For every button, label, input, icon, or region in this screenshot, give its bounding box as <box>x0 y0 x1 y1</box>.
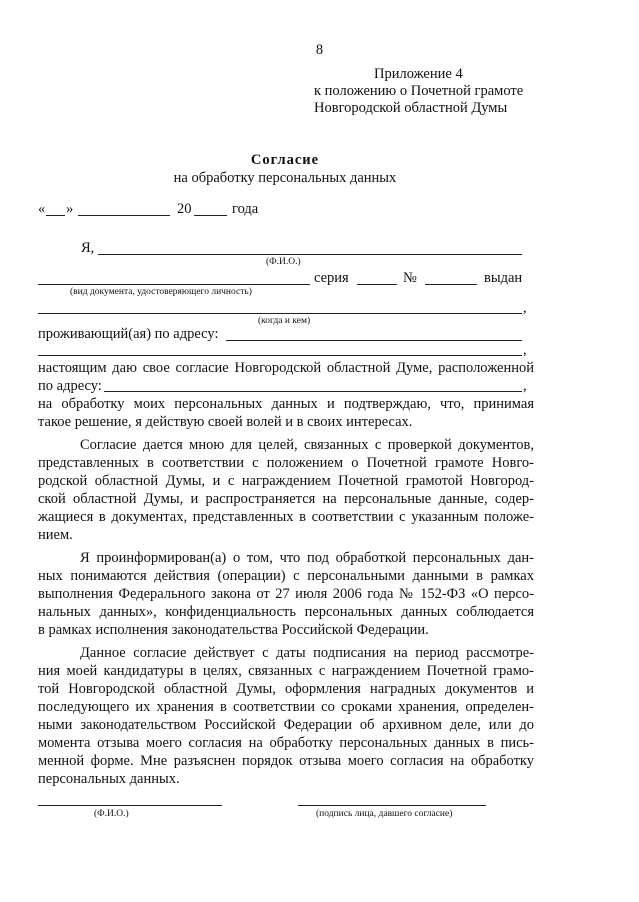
year-suffix: года <box>232 201 259 217</box>
signature-sign-blank[interactable] <box>298 805 486 806</box>
signature-sign-caption: (подпись лица, давшего согласие) <box>316 809 453 819</box>
para3-line-2: ния моей кандидатуры в целях, связанных с награждением Почетной грамо- <box>38 663 534 679</box>
fio-blank[interactable] <box>98 254 522 255</box>
para3-line-8: персональных данных. <box>38 771 180 787</box>
month-blank[interactable] <box>78 215 170 216</box>
para3-line-6: момента отзыва моего согласия на обработку персональных данных в пись- <box>38 735 534 751</box>
duma-address-label: по адресу: <box>38 378 102 394</box>
para2-line-2: ных понимаются действия (операции) с персональными данными в рамках <box>38 568 534 584</box>
consent-line-2: на обработку моих персональных данных и подтверждаю, что, принимая <box>38 396 534 412</box>
number-blank[interactable] <box>425 284 477 285</box>
signature-fio-caption: (Ф.И.О.) <box>94 809 129 819</box>
signature-fio-blank[interactable] <box>38 805 222 806</box>
para2-line-3: выполнения Федерального закона от 27 июля 2006 года № 152-ФЗ «О персо- <box>38 586 534 602</box>
document-title: Согласие <box>250 152 320 168</box>
consent-line-3: такое решение, я действую своей волей и в своих интересах. <box>38 414 413 430</box>
appendix-line-3: Новгородской областной Думы <box>314 100 508 116</box>
para1-line-1: Согласие дается мною для целей, связанных с проверкой документов, <box>80 437 534 453</box>
issued-by-caption: (когда и кем) <box>258 316 311 326</box>
para3-line-4: последующего их хранения в соответствии со сроками хранения, определен- <box>38 699 534 715</box>
duma-address-blank[interactable] <box>104 391 522 392</box>
para3-line-3: той Новгородской областной Думы, оформления наградных документов и <box>38 681 534 697</box>
para2-line-5: в рамках исполнения законодательства Российской Федерации. <box>38 622 429 638</box>
date-quote-open: « <box>38 201 46 217</box>
para2-line-4: нальных данных», конфиденциальность персональных данных соблюдается <box>38 604 534 620</box>
seria-blank[interactable] <box>357 284 397 285</box>
issued-by-comma: , <box>523 300 527 316</box>
document-type-blank[interactable] <box>38 284 310 285</box>
day-blank[interactable] <box>46 215 65 216</box>
appendix-line-1: Приложение 4 <box>374 66 463 82</box>
seria-label: серия <box>314 270 349 286</box>
issued-label: выдан <box>484 270 523 286</box>
document-type-caption: (вид документа, удостоверяющего личность) <box>70 287 252 297</box>
ya-label: Я, <box>81 240 95 256</box>
date-quote-close: » <box>66 201 74 217</box>
para2-line-1: Я проинформирован(а) о том, что под обработкой персональных дан- <box>80 550 534 566</box>
page-number: 8 <box>315 42 324 58</box>
para1-line-6: нием. <box>38 527 73 543</box>
para3-line-7: менной форме. Мне разъяснен порядок отзыва моего согласия на обработку <box>38 753 534 769</box>
para1-line-3: родской областной Думы, и с награждением Почетной грамотой Новгород- <box>38 473 534 489</box>
consent-line-1: настоящим даю свое согласие Новгородской областной Думе, расположенной <box>38 360 534 376</box>
year-blank[interactable] <box>194 215 227 216</box>
duma-address-comma: , <box>523 378 527 394</box>
address-blank-1[interactable] <box>226 340 522 341</box>
address-label: проживающий(ая) по адресу: <box>38 326 219 342</box>
para1-line-2: представленных в соответствии с положением о Почетной грамоте Новго- <box>38 455 534 471</box>
para3-line-5: ными законодательством Российской Федерации об архивном деле, или до <box>38 717 534 733</box>
para1-line-5: жащиеся в документах, представленных в соответствии с указанным положе- <box>38 509 534 525</box>
address-comma: , <box>523 342 527 358</box>
fio-caption: (Ф.И.О.) <box>266 257 301 267</box>
address-blank-2[interactable] <box>38 355 522 356</box>
year-prefix: 20 <box>177 201 192 217</box>
number-label: № <box>403 270 417 286</box>
para1-line-4: ской областной Думы, и распространяется на персональные данные, содер- <box>38 491 534 507</box>
issued-by-blank[interactable] <box>38 313 522 314</box>
para3-line-1: Данное согласие действует с даты подписания на период рассмотре- <box>80 645 534 661</box>
document-subtitle: на обработку персональных данных <box>173 170 397 186</box>
appendix-line-2: к положению о Почетной грамоте <box>314 83 524 99</box>
